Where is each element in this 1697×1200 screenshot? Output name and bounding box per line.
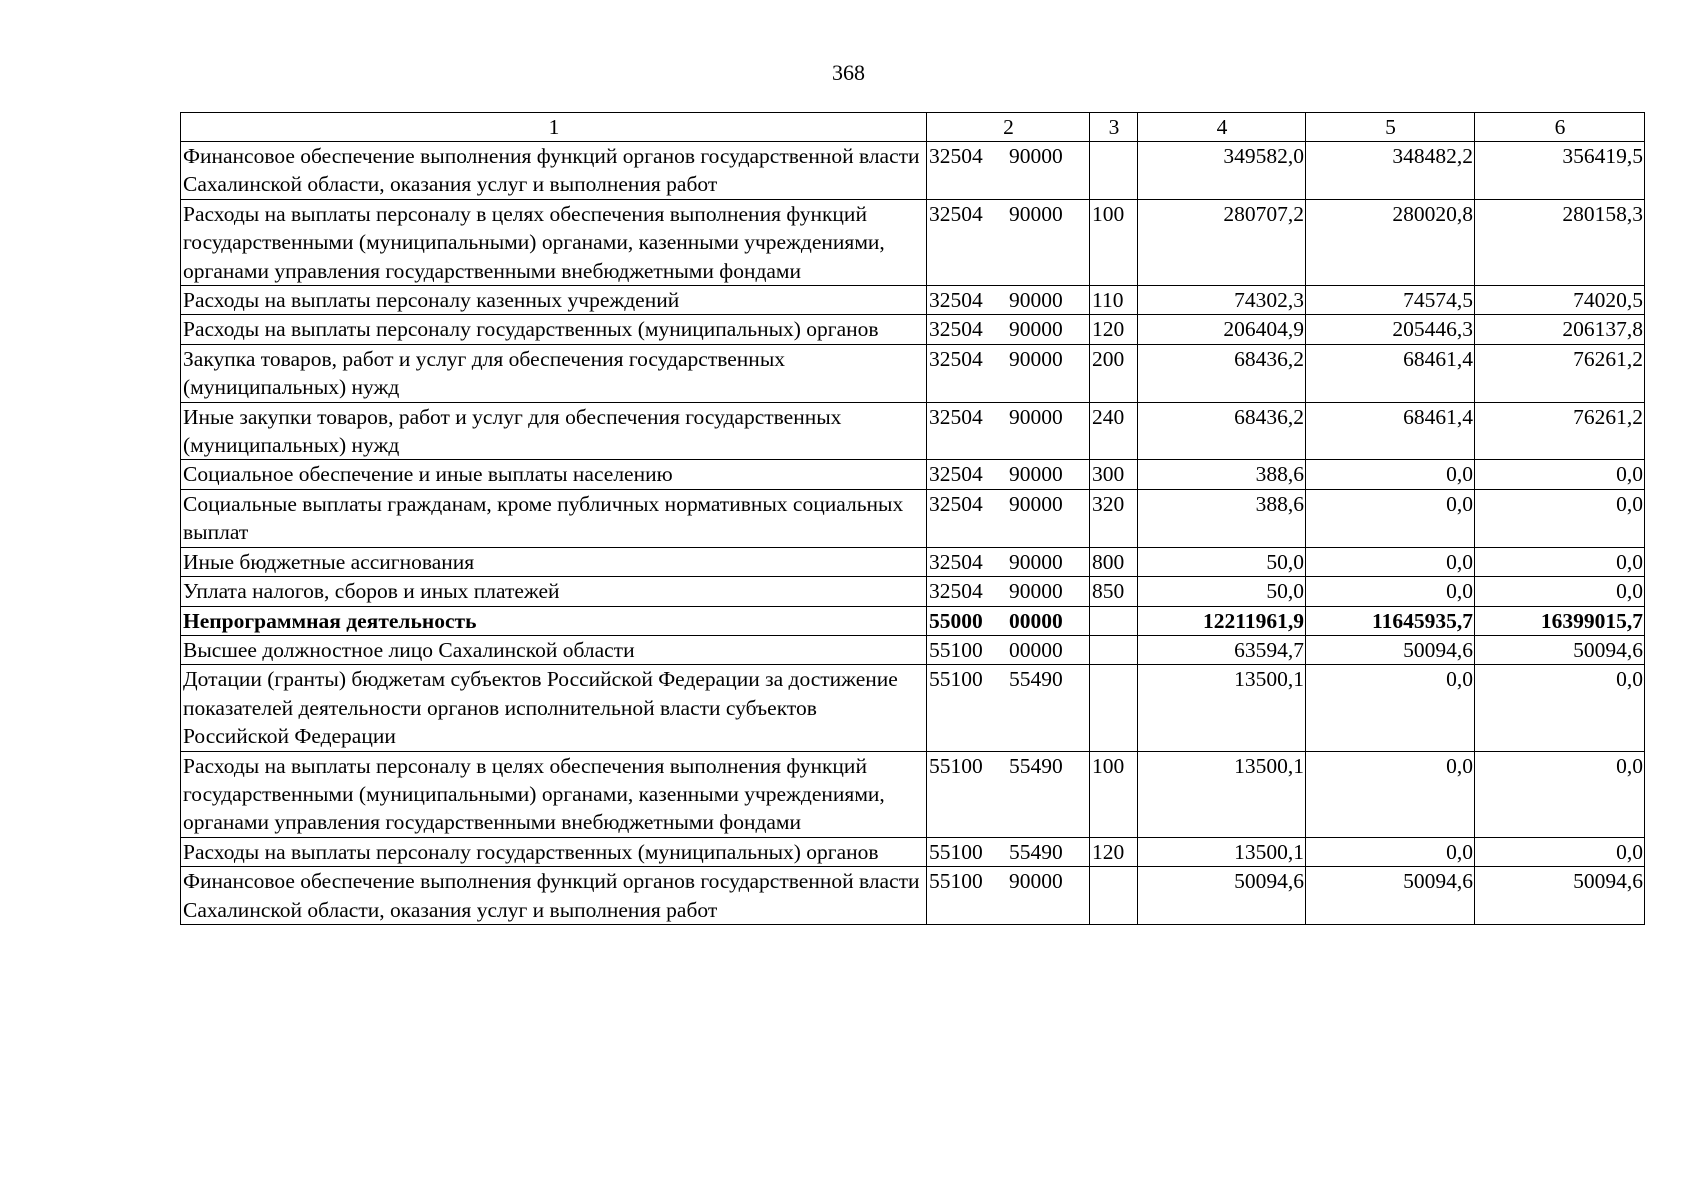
row-name: Расходы на выплаты персоналу казенных учреждений [181, 286, 927, 315]
row-name: Расходы на выплаты персоналу в целях обеспечения выполнения функций государственными (муниципальными) органами, казенными учреждениями, органами управления государственными внебюджетными фондами [181, 199, 927, 285]
row-name: Финансовое обеспечение выполнения функций органов государственной власти Сахалинской области, оказания услуг и выполнения работ [181, 867, 927, 925]
code-part: 90000 [1009, 346, 1063, 371]
code-part: 90000 [1009, 404, 1063, 429]
row-value-col-4: 12211961,9 [1138, 606, 1306, 635]
row-value-col-5: 280020,8 [1306, 199, 1475, 285]
code-section: 32504 [929, 491, 983, 516]
row-expense-type: 240 [1090, 402, 1138, 460]
row-value-col-4: 63594,7 [1138, 635, 1306, 664]
table-row [181, 606, 1645, 635]
code-part: 90000 [1009, 288, 1063, 313]
row-value-col-5: 0,0 [1306, 577, 1475, 606]
row-name: Непрограммная деятельность [181, 606, 927, 635]
row-value-col-6: 50094,6 [1475, 867, 1645, 925]
row-code [927, 665, 1090, 751]
table-row [181, 751, 1645, 837]
row-value-col-5: 11645935,7 [1306, 606, 1475, 635]
code-part: 55490 [1009, 753, 1063, 778]
code-part: 00000 [1009, 608, 1063, 633]
row-value-col-5: 0,0 [1306, 547, 1475, 576]
row-name: Иные бюджетные ассигнования [181, 547, 927, 576]
code-section: 55100 [929, 839, 983, 864]
row-value-col-4: 50094,6 [1138, 867, 1306, 925]
table-row [181, 460, 1645, 489]
row-value-col-5: 205446,3 [1306, 315, 1475, 344]
table-row [181, 315, 1645, 344]
table-header [181, 113, 1645, 142]
row-name: Социальные выплаты гражданам, кроме публичных нормативных социальных выплат [181, 489, 927, 547]
code-part: 00000 [1009, 637, 1063, 662]
row-value-col-6: 0,0 [1475, 547, 1645, 576]
row-value-col-4: 388,6 [1138, 489, 1306, 547]
code-part: 90000 [1009, 491, 1063, 516]
row-expense-type: 100 [1090, 199, 1138, 285]
row-value-col-4: 68436,2 [1138, 344, 1306, 402]
row-value-col-4: 206404,9 [1138, 315, 1306, 344]
row-value-col-5: 0,0 [1306, 837, 1475, 866]
row-code [927, 577, 1090, 606]
row-code [927, 867, 1090, 925]
row-code [927, 606, 1090, 635]
row-code [927, 489, 1090, 547]
row-value-col-4: 68436,2 [1138, 402, 1306, 460]
row-value-col-4: 74302,3 [1138, 286, 1306, 315]
row-name: Иные закупки товаров, работ и услуг для обеспечения государственных (муниципальных) нужд [181, 402, 927, 460]
row-code [927, 402, 1090, 460]
code-section: 55000 [929, 608, 983, 633]
code-section: 32504 [929, 201, 983, 226]
row-value-col-4: 280707,2 [1138, 199, 1306, 285]
code-section: 32504 [929, 404, 983, 429]
row-value-col-4: 13500,1 [1138, 751, 1306, 837]
table-row [181, 142, 1645, 200]
row-value-col-5: 348482,2 [1306, 142, 1475, 200]
row-value-col-6: 0,0 [1475, 460, 1645, 489]
row-name: Социальное обеспечение и иные выплаты населению [181, 460, 927, 489]
row-value-col-5: 68461,4 [1306, 344, 1475, 402]
code-section: 32504 [929, 579, 983, 604]
row-value-col-6: 16399015,7 [1475, 606, 1645, 635]
row-expense-type: 850 [1090, 577, 1138, 606]
row-value-col-6: 76261,2 [1475, 402, 1645, 460]
code-part: 90000 [1009, 579, 1063, 604]
table-row [181, 402, 1645, 460]
code-section: 55100 [929, 637, 983, 662]
code-section: 32504 [929, 462, 983, 487]
row-expense-type [1090, 665, 1138, 751]
table-row [181, 867, 1645, 925]
table-row [181, 489, 1645, 547]
row-name: Дотации (гранты) бюджетам субъектов Российской Федерации за достижение показателей деятельности органов исполнительной власти субъектов Российской Федерации [181, 665, 927, 751]
row-name: Расходы на выплаты персоналу государственных (муниципальных) органов [181, 837, 927, 866]
code-part: 90000 [1009, 317, 1063, 342]
row-value-col-5: 0,0 [1306, 460, 1475, 489]
row-value-col-5: 50094,6 [1306, 867, 1475, 925]
code-section: 55100 [929, 869, 983, 894]
header-col-1: 1 [181, 113, 927, 142]
table-row [181, 577, 1645, 606]
code-part: 55490 [1009, 839, 1063, 864]
code-part: 90000 [1009, 144, 1063, 168]
header-col-5: 5 [1306, 113, 1475, 142]
table-row [181, 199, 1645, 285]
row-expense-type: 100 [1090, 751, 1138, 837]
table-row [181, 635, 1645, 664]
row-expense-type [1090, 635, 1138, 664]
code-section: 32504 [929, 144, 983, 168]
row-value-col-4: 13500,1 [1138, 837, 1306, 866]
page-number: 368 [832, 60, 865, 85]
code-section: 32504 [929, 549, 983, 574]
row-expense-type [1090, 867, 1138, 925]
header-row [181, 113, 1645, 142]
header-col-3: 3 [1090, 113, 1138, 142]
code-section: 32504 [929, 288, 983, 313]
code-part: 90000 [1009, 201, 1063, 226]
row-expense-type: 110 [1090, 286, 1138, 315]
row-name: Закупка товаров, работ и услуг для обеспечения государственных (муниципальных) нужд [181, 344, 927, 402]
table-row [181, 286, 1645, 315]
row-expense-type: 120 [1090, 315, 1138, 344]
row-code [927, 315, 1090, 344]
row-value-col-6: 0,0 [1475, 751, 1645, 837]
header-col-4: 4 [1138, 113, 1306, 142]
row-expense-type: 320 [1090, 489, 1138, 547]
budget-table [180, 112, 1645, 925]
row-value-col-4: 50,0 [1138, 547, 1306, 576]
header-col-2: 2 [927, 113, 1090, 142]
row-code [927, 547, 1090, 576]
row-value-col-6: 0,0 [1475, 665, 1645, 751]
row-code [927, 837, 1090, 866]
code-section: 32504 [929, 317, 983, 342]
row-value-col-6: 0,0 [1475, 837, 1645, 866]
row-value-col-6: 206137,8 [1475, 315, 1645, 344]
row-expense-type: 200 [1090, 344, 1138, 402]
row-value-col-4: 13500,1 [1138, 665, 1306, 751]
row-value-col-6: 74020,5 [1475, 286, 1645, 315]
table-row [181, 837, 1645, 866]
table-row [181, 665, 1645, 751]
row-name: Высшее должностное лицо Сахалинской области [181, 635, 927, 664]
row-value-col-5: 50094,6 [1306, 635, 1475, 664]
code-section: 55100 [929, 667, 983, 692]
row-value-col-6: 280158,3 [1475, 199, 1645, 285]
table-row [181, 344, 1645, 402]
row-code [927, 460, 1090, 489]
row-value-col-6: 76261,2 [1475, 344, 1645, 402]
row-value-col-4: 388,6 [1138, 460, 1306, 489]
row-expense-type: 300 [1090, 460, 1138, 489]
row-value-col-4: 349582,0 [1138, 142, 1306, 200]
row-name: Финансовое обеспечение выполнения функций органов государственной власти Сахалинской области, оказания услуг и выполнения работ [181, 142, 927, 200]
row-code [927, 142, 1090, 200]
table-row [181, 547, 1645, 576]
row-expense-type: 120 [1090, 837, 1138, 866]
row-expense-type [1090, 606, 1138, 635]
code-part: 90000 [1009, 462, 1063, 487]
code-section: 55100 [929, 753, 983, 778]
row-name: Расходы на выплаты персоналу в целях обеспечения выполнения функций государственными (муниципальными) органами, казенными учреждениями, органами управления государственными внебюджетными фондами [181, 751, 927, 837]
code-part: 90000 [1009, 869, 1063, 894]
table-body [181, 142, 1645, 925]
row-value-col-5: 0,0 [1306, 489, 1475, 547]
row-value-col-6: 0,0 [1475, 577, 1645, 606]
row-expense-type [1090, 142, 1138, 200]
row-code [927, 344, 1090, 402]
row-code [927, 751, 1090, 837]
row-value-col-5: 68461,4 [1306, 402, 1475, 460]
row-value-col-5: 0,0 [1306, 665, 1475, 751]
row-name: Расходы на выплаты персоналу государственных (муниципальных) органов [181, 315, 927, 344]
header-col-6: 6 [1475, 113, 1645, 142]
row-value-col-5: 0,0 [1306, 751, 1475, 837]
row-code [927, 199, 1090, 285]
code-part: 55490 [1009, 667, 1063, 692]
row-value-col-4: 50,0 [1138, 577, 1306, 606]
row-value-col-6: 0,0 [1475, 489, 1645, 547]
code-part: 90000 [1009, 549, 1063, 574]
row-expense-type: 800 [1090, 547, 1138, 576]
row-name: Уплата налогов, сборов и иных платежей [181, 577, 927, 606]
row-code [927, 286, 1090, 315]
row-value-col-5: 74574,5 [1306, 286, 1475, 315]
row-value-col-6: 356419,5 [1475, 142, 1645, 200]
row-value-col-6: 50094,6 [1475, 635, 1645, 664]
code-section: 32504 [929, 346, 983, 371]
row-code [927, 635, 1090, 664]
